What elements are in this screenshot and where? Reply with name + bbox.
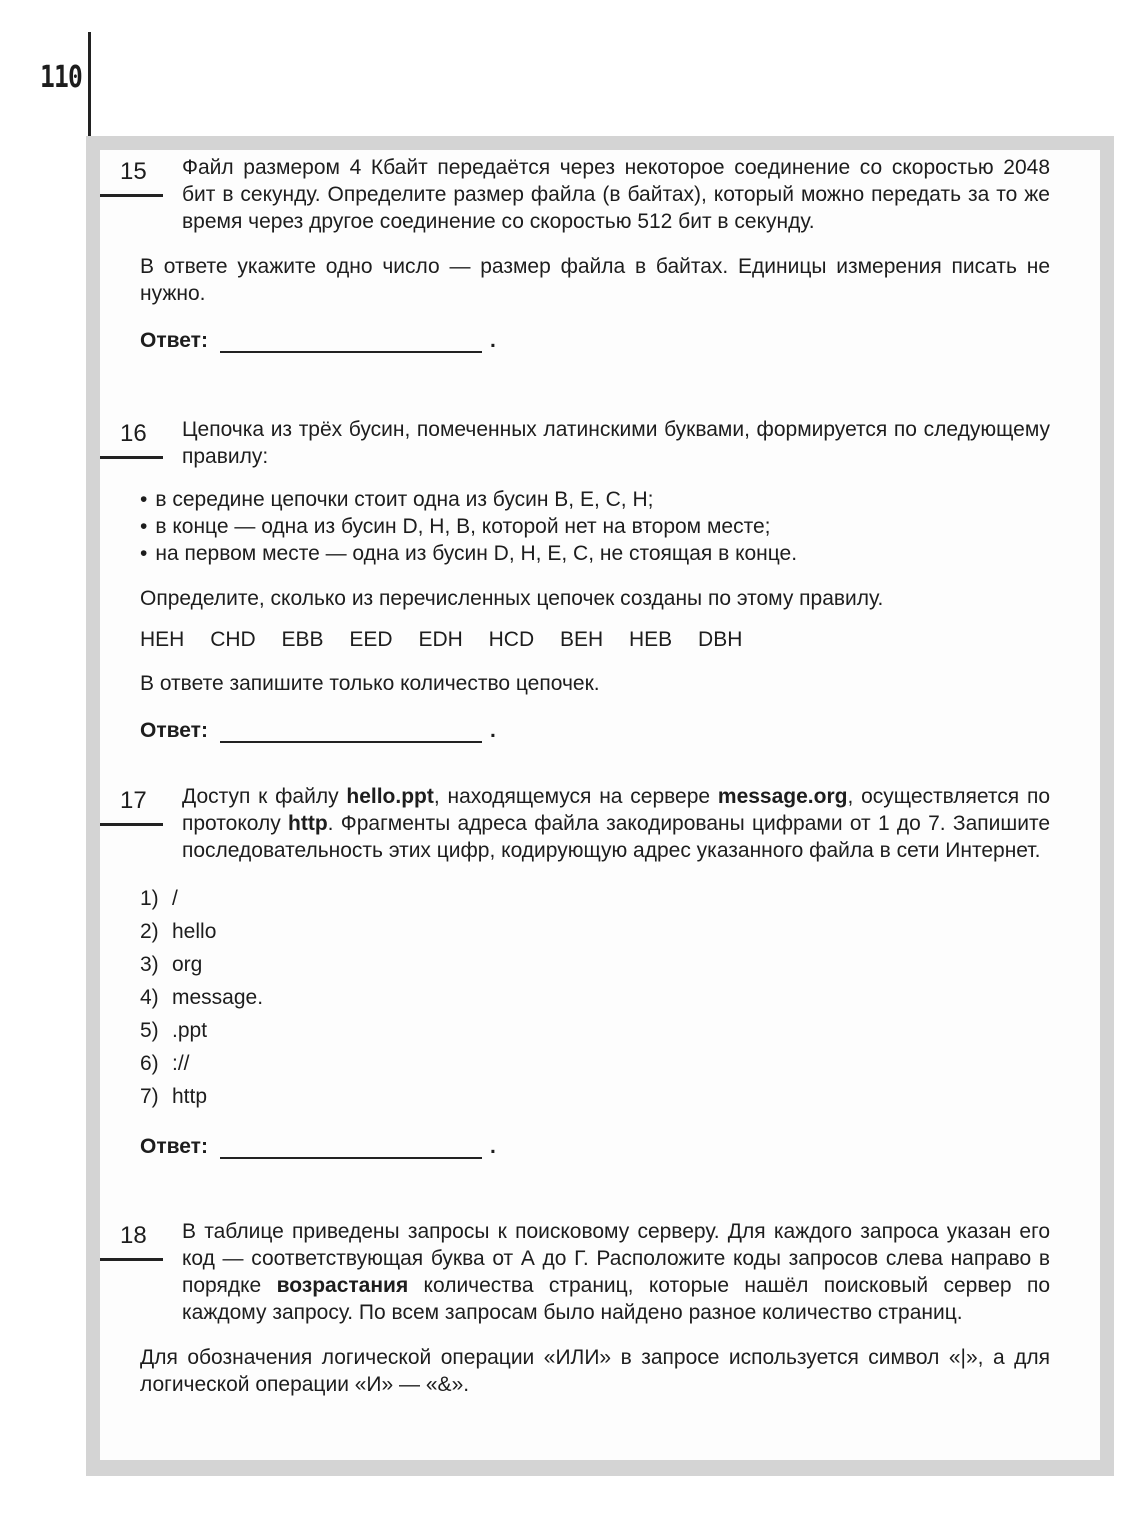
chains-list [140,628,1050,652]
task-number-underline [100,456,163,459]
margin-rule [88,32,91,138]
chain-item: EDH [418,628,463,651]
task-text: В таблице приведены запросы к поисковому серверу. Для каждого запроса указан его код — соответствующая буква от А до Г. Расположите коды запросов слева направо в порядке возрастания количества страниц, которые нашёл поисковый сервер по каждому запросу. По всем запросам было найдено разное количество страниц. [182,1220,1051,1324]
task-number: 16 [120,420,147,447]
server-name: message.org [717,785,848,808]
task-instruction: В ответе укажите одно число — размер файла в байтах. Единицы измерения писать не нужно. [140,255,1050,305]
chain-item: DBH [698,628,743,651]
task-15 [100,154,1050,353]
task-16 [100,416,1050,743]
task-number-underline [100,194,163,197]
task-17 [100,783,1050,1159]
fragments-list [140,882,1050,1113]
page-number: 110 [40,60,82,95]
answer-label: Ответ: [140,1135,208,1158]
task-text: Цепочка из трёх бусин, помеченных латинскими буквами, формируется по следующему правилу: [182,418,1050,468]
answer-input-line[interactable] [220,721,482,743]
list-item: 2) hello [140,920,217,943]
chain-item: BEH [559,628,604,651]
task-number-underline [100,823,163,826]
task-18 [100,1218,1050,1398]
chain-item: HEB [629,628,673,651]
list-item: • на первом месте — одна из бусин D, Н, Е, С, не стоящая в конце. [140,540,1050,567]
rules-list [140,486,1050,567]
task-text: Файл размером 4 Кбайт передаётся через некоторое соединение со скоростью 2048 бит в секунду. Определите размер файла (в байтах), который можно передать за то же время через другое соединение со скоростью 512 бит в секунду. [182,156,1050,233]
task-note: Для обозначения логической операции «ИЛИ» в запросе используется символ «|», а для логической операции «И» — «&». [140,1346,1050,1396]
task-number: 18 [120,1222,147,1249]
chain-item: HCD [488,628,535,651]
chain-item: EBB [281,628,324,651]
answer-field: Ответ: . [140,1135,496,1158]
list-item: 4) message. [140,986,264,1009]
file-name: hello.ppt [346,785,434,808]
protocol-name: http [288,812,328,835]
task-text: Доступ к файлу hello.ppt, находящемуся на сервере message.org, осуществляется по протоколу http. Фрагменты адреса файла закодированы цифрами от 1 до 7. Запишите последовательность этих цифр, кодирующую адрес указанного файла в сети Интернет. [182,785,1051,862]
answer-field: Ответ: . [140,329,496,352]
list-item: 7) http [140,1085,208,1108]
answer-input-line[interactable] [220,1137,482,1159]
task-number: 15 [120,158,147,185]
list-item: • в середине цепочки стоит одна из бусин В, Е, С, Н; [140,486,1050,513]
list-item: 5) .ppt [140,1019,208,1042]
task-number: 17 [120,787,147,814]
answer-input-line[interactable] [220,331,482,353]
list-item: 3) org [140,953,203,976]
list-item: 1) / [140,887,178,910]
chain-item: EED [349,628,393,651]
list-item: • в конце — одна из бусин D, Н, В, которой нет на втором месте; [140,513,1050,540]
answer-label: Ответ: [140,719,208,742]
list-item: 6) :// [140,1052,190,1075]
answer-field: Ответ: . [140,719,496,742]
emphasis-word: возрастания [276,1274,409,1297]
task-question: Определите, сколько из перечисленных цепочек созданы по этому правилу. [140,587,884,610]
task-instruction: В ответе запишите только количество цепочек. [140,672,600,695]
answer-label: Ответ: [140,329,208,352]
task-number-underline [100,1258,163,1261]
chain-item: HEH [140,628,185,651]
chain-item: CHD [210,628,256,651]
